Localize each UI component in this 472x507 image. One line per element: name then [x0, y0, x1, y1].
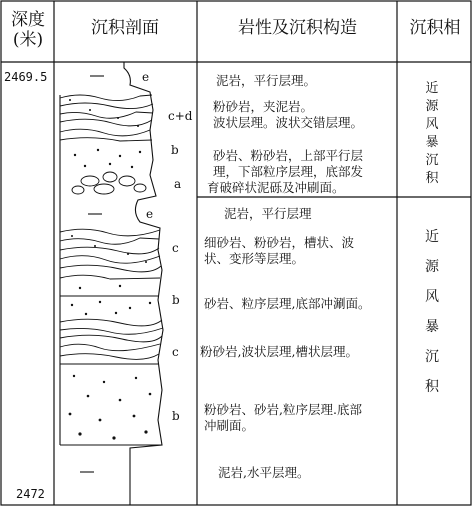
unit-label-e: e	[142, 70, 150, 84]
description-line: 理，下部粒序层理，底部发	[213, 164, 364, 179]
header-depth: 深度(米)	[11, 10, 45, 50]
mudstone-dashes	[80, 76, 104, 472]
header-lithology: 岩性及沉积构造	[238, 18, 357, 38]
depth-top: 2469.5	[4, 70, 48, 84]
description-line: 粉砂岩,波状层理,槽状层理。	[200, 344, 358, 359]
header-facies: 沉积相	[409, 18, 461, 38]
unit-label-b: b	[171, 143, 179, 157]
description-line: 细砂岩、粉砂岩，槽状、波	[204, 235, 355, 250]
facies-lower: 近源风暴沉积	[425, 229, 439, 395]
description-line: 粉砂岩、砂岩,粒序层理.底部	[204, 402, 362, 417]
description-line: 育破碎状泥砾及冲刷面。	[207, 180, 345, 195]
unit-label-b: b	[172, 409, 180, 423]
header-section: 沉积剖面	[91, 18, 159, 38]
mud-clasts	[72, 172, 146, 194]
description-line: 泥岩，平行层理	[224, 206, 312, 221]
description-line: 冲刷面。	[204, 418, 255, 433]
facies-upper: 近源风暴沉积	[425, 81, 439, 186]
description-line: 波状层理。波状交错层理。	[213, 115, 364, 130]
description-line: 砂岩、粒序层理,底部冲涮面。	[204, 296, 371, 311]
unit-label-c: c	[172, 241, 179, 255]
unit-label-a: a	[174, 177, 182, 191]
description-line: 粉砂岩，夹泥岩。	[213, 99, 314, 114]
unit-label-e: e	[146, 207, 154, 221]
lithology-column	[60, 62, 163, 505]
unit-label-b: b	[172, 293, 180, 307]
upper-wavy-laminae	[60, 95, 153, 141]
depth-bottom: 2472	[16, 487, 45, 501]
description-line: 砂岩、粉砂岩，上部平行层	[213, 148, 364, 163]
description-line: 状、变形等层理。	[204, 251, 305, 266]
description-line: 泥岩，平行层理。	[216, 73, 317, 88]
unit-label-c: c	[172, 345, 179, 359]
unit-label-cd: c+d	[168, 109, 193, 123]
column-outline	[124, 62, 163, 505]
lower-laminae	[60, 229, 163, 364]
description-line: 泥岩,水平层理。	[218, 465, 310, 480]
sand-dots	[69, 99, 152, 440]
